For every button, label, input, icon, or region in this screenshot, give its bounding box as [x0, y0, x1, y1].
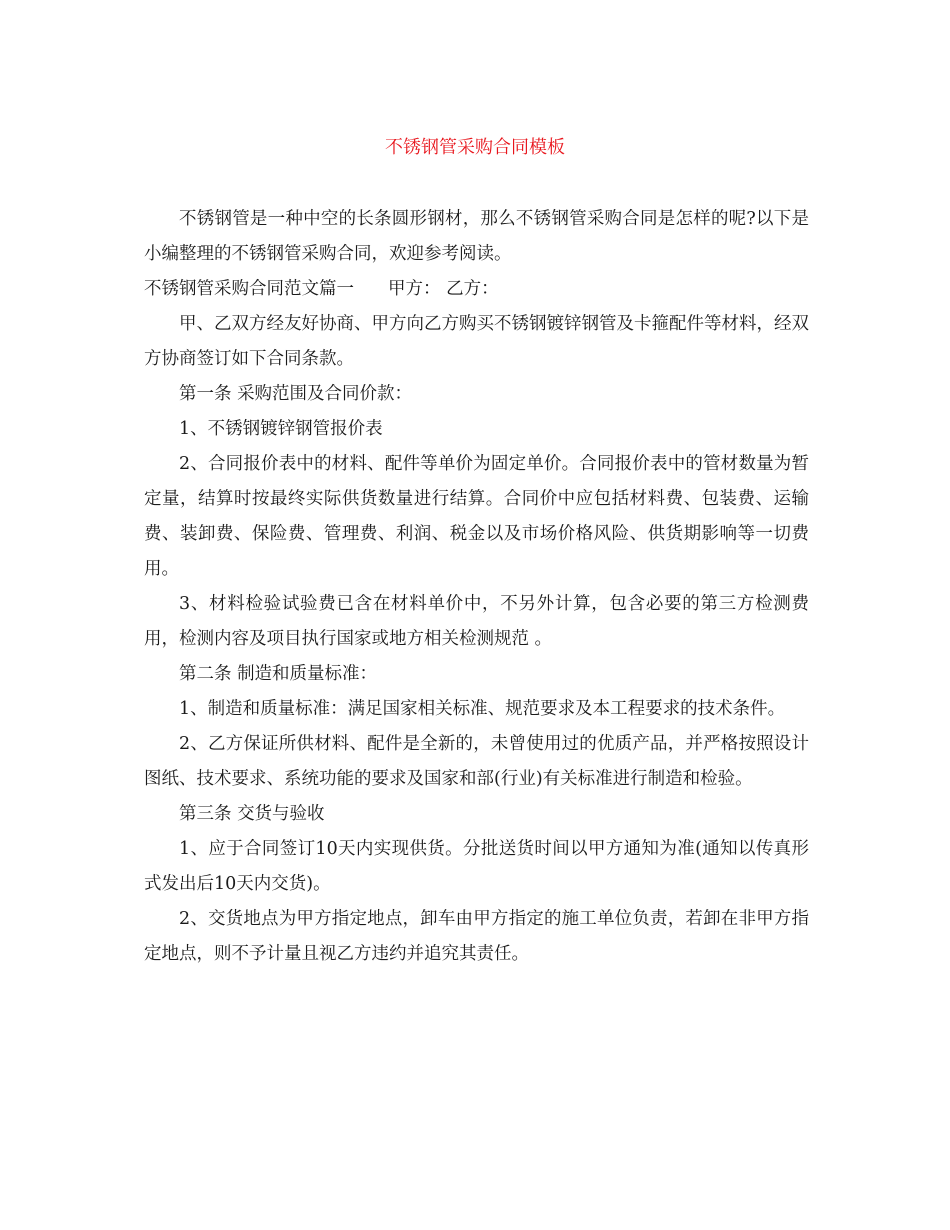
article-3-heading: 第三条 交货与验收	[179, 804, 325, 824]
article-3-item-2: 2、交货地点为甲方指定地点，卸车由甲方指定的施工单位负责，若卸在非甲方指定地点，则不予计量且视乙方违约并追究其责任。	[144, 909, 809, 964]
article-1-item-3: 3、材料检验试验费已含在材料单价中，不另外计算，包含必要的第三方检测费用，检测内容及项目执行国家或地方相关检测规范 。	[144, 594, 809, 649]
document-body	[144, 202, 809, 972]
article-2-item-2: 2、乙方保证所供材料、配件是全新的，未曾使用过的优质产品，并严格按照设计图纸、技术要求、系统功能的要求及国家和部(行业)有关标准进行制造和检验。	[144, 734, 809, 789]
article-1-heading: 第一条 采购范围及合同价款：	[179, 384, 413, 404]
sample-heading-line	[144, 272, 809, 307]
article-1-item-1: 1、不锈钢镀锌钢管报价表	[179, 419, 383, 439]
document-title: 不锈钢管采购合同模板	[385, 137, 565, 158]
party-b-label: 乙方：	[446, 279, 499, 299]
party-a-label: 甲方：	[388, 279, 441, 299]
intro-paragraph: 不锈钢管是一种中空的长条圆形钢材，那么不锈钢管采购合同是怎样的呢?以下是小编整理的不锈钢管采购合同，欢迎参考阅读。	[144, 209, 809, 264]
article-2-heading: 第二条 制造和质量标准：	[179, 664, 378, 684]
article-3-item-1: 1、应于合同签订10天内实现供货。分批送货时间以甲方通知为准(通知以传真形式发出后10天内交货)。	[144, 839, 809, 894]
article-2-item-1: 1、制造和质量标准：满足国家相关标准、规范要求及本工程要求的技术条件。	[179, 699, 786, 719]
article-1-item-2: 2、合同报价表中的材料、配件等单价为固定单价。合同报价表中的管材数量为暂定量，结算时按最终实际供货数量进行结算。合同价中应包括材料费、包装费、运输费、装卸费、保险费、管理费、利润、税金以及市场价格风险、供货期影响等一切费用。	[144, 454, 809, 579]
paragraph-preamble: 甲、乙双方经友好协商、甲方向乙方购买不锈钢镀锌钢管及卡箍配件等材料，经双方协商签订如下合同条款。	[144, 314, 809, 369]
sample-heading: 不锈钢管采购合同范文篇一	[144, 279, 354, 299]
